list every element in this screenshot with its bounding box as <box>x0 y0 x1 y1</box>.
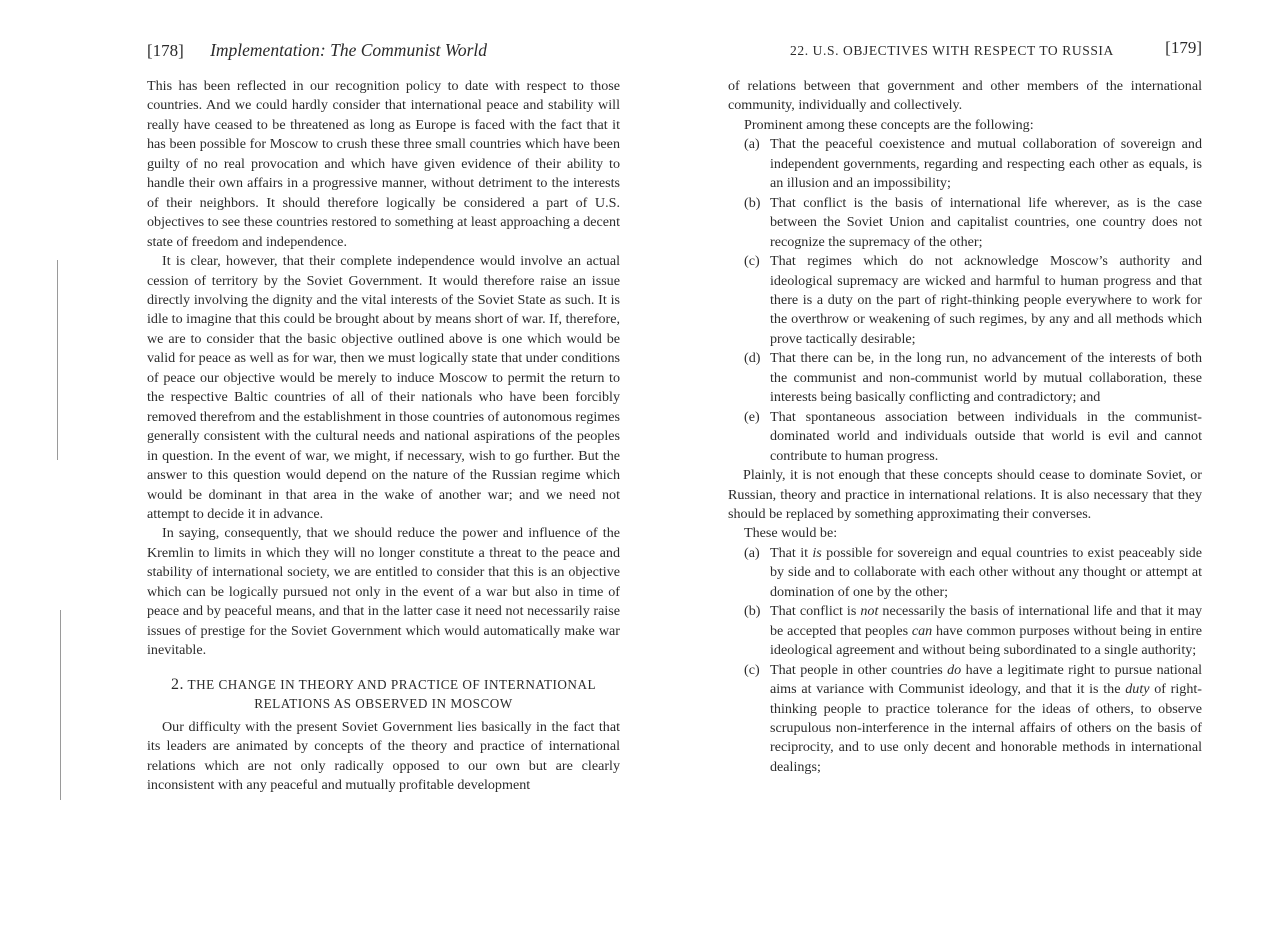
paragraph: This has been reflected in our recognition policy to date with respect to those countries. And we could hardly consider that international peace and stability will really have ceased to be threatened as long as Europe is faced with the fact that it has been possible for Moscow to crush these three small countries which have been guilty of no real provocation and which have given evidence of their ability to handle their own affairs in a progressive manner, without detriment to the interests of their neighbors. It should therefore logically be considered a part of U.S. objectives to see these countries restored to something at least approaching a decent state of freedom and independence. <box>147 78 620 250</box>
list-item <box>728 408 1202 466</box>
scan-edge-mark <box>57 260 58 460</box>
paragraph: Plainly, it is not enough that these concepts should cease to dominate Soviet, or Russian, theory and practice in international relations. It is also necessary that they should be replaced by something approximating their converses. <box>728 467 1202 522</box>
emphasis: duty <box>1125 681 1150 698</box>
item-label: (b) <box>744 194 761 211</box>
item-label: (b) <box>744 603 761 620</box>
item-text <box>770 545 1202 600</box>
item-label: (e) <box>744 408 760 425</box>
page-number: [178] <box>147 41 184 60</box>
item-label: (c) <box>744 661 760 678</box>
text-run: have common purposes without being in entire ideological agreement and without being subordinated to a single authority; <box>770 622 1203 659</box>
section-title-line: RELATIONS AS OBSERVED IN MOSCOW <box>254 696 513 712</box>
item-label: (c) <box>744 253 760 270</box>
emphasis: not <box>860 603 879 620</box>
text-run: possible for sovereign and equal countries to exist peaceably side by side and to collaborate with each other without any thought or attempt at domination of one by the other; <box>770 544 1202 600</box>
item-text: That spontaneous association between individuals in the communist-dominated world and individuals outside that world is evil and cannot contribute to human progress. <box>770 408 1202 464</box>
emphasis: can <box>911 622 933 639</box>
list-item <box>728 661 1202 778</box>
list-item <box>728 349 1202 407</box>
paragraph: Our difficulty with the present Soviet Government lies basically in the fact that its leaders are animated by concepts of the theory and practice of international relations which are not only radically opposed to our own but are clearly inconsistent with any peaceful and mutually profitable development <box>147 718 620 793</box>
text-run: necessarily the basis of international life and that it may be accepted that peoples <box>770 603 1202 639</box>
item-text <box>770 603 1202 658</box>
text-run: That it <box>770 544 813 561</box>
list-intro: Prominent among these concepts are the following: <box>744 116 1034 133</box>
left-page-body <box>147 77 620 795</box>
list-item <box>728 135 1202 193</box>
item-text: That conflict is the basis of international life wherever, as is the case between the Soviet Union and capitalist countries, one country does not recognize the supremacy of the other; <box>770 194 1202 250</box>
item-text: That regimes which do not acknowledge Moscow’s authority and ideological supremacy are wicked and harmful to human progress and that there is a duty on the part of right-thinking people everywhere to work for the overthrow or weakening of such regimes, by any and all methods which prove tactically desirable; <box>770 253 1202 347</box>
list-item <box>728 194 1202 252</box>
right-page-header <box>790 40 1202 60</box>
list-intro: These would be: <box>744 525 838 542</box>
concepts-list <box>728 135 1202 466</box>
text-run: That conflict is <box>770 603 861 620</box>
list-item <box>728 252 1202 349</box>
running-title: 22. U.S. OBJECTIVES WITH RESPECT TO RUSSIA <box>790 43 1114 58</box>
item-label: (a) <box>744 544 760 561</box>
emphasis: is <box>812 544 822 561</box>
list-item <box>728 602 1202 660</box>
item-label: (a) <box>744 136 760 153</box>
item-text: That there can be, in the long run, no advancement of the interests of both the communist and non-communist world by mutual collaboration, these interests being basically conflicting and contradictory; and <box>770 350 1202 406</box>
section-heading <box>147 675 620 714</box>
left-page-header <box>147 40 487 61</box>
emphasis: do <box>947 661 962 678</box>
converses-list <box>728 544 1202 777</box>
paragraph: It is clear, however, that their complete independence would involve an actual cession of territory by the Soviet Government. It would therefore raise an issue directly involving the dignity and the vital interests of the Soviet State as such. It is idle to imagine that this could be brought about by means short of war. If, therefore, we are to consider that the basic objective outlined above is one which would be valid for peace as well as for war, then we must logically state that under conditions of peace our objective would be merely to induce Moscow to permit the return to the respective Baltic countries of all of their nationals who have been forcibly removed therefrom and the establishment in those countries of autonomous regimes generally consistent with the cultural needs and national aspirations of the peoples in question. In the event of war, we might, if necessary, wish to go further. But the answer to this question would depend on the nature of the Russian regime which would be dominant in that area in the wake of another war; and we need not attempt to decide it in advance. <box>147 253 620 522</box>
running-title: Implementation: The Communist World <box>210 40 487 60</box>
item-text <box>770 662 1202 775</box>
paragraph: of relations between that government and other members of the international community, individually and collectively. <box>728 78 1202 114</box>
section-title-line: THE CHANGE IN THEORY AND PRACTICE OF INTERNATIONAL <box>187 676 597 692</box>
right-page-body <box>728 77 1202 777</box>
item-label: (d) <box>744 350 761 367</box>
section-number: 2. <box>170 675 184 693</box>
text-run: of right-thinking people to practice tolerance for the ideas of others, to observe scrupulous non-interference in the internal affairs of others on the basis of reciprocity, and to use only decent and honorable methods in international dealings; <box>770 681 1202 775</box>
item-text: That the peaceful coexistence and mutual collaboration of sovereign and independent governments, regarding and respecting each other as equals, is an illusion and an impossibility; <box>770 136 1202 192</box>
scan-edge-mark <box>60 610 61 800</box>
paragraph: In saying, consequently, that we should reduce the power and influence of the Kremlin to limits in which they will no longer constitute a threat to the peace and stability of international society, we are entitled to consider that this is an objective which can be logically pursued not only in the event of a war but also in time of peace and by peaceful means, and that in the latter case it need not necessarily raise issues of prestige for the Soviet Government which would automatically make war inevitable. <box>147 525 620 659</box>
right-page <box>640 0 1280 930</box>
list-item <box>728 544 1202 602</box>
page-number: [179] <box>1165 38 1202 57</box>
text-run: have a legitimate right to pursue national aims at variance with Communist ideology, and that it is the <box>770 661 1202 698</box>
text-run: That people in other countries <box>770 661 948 678</box>
